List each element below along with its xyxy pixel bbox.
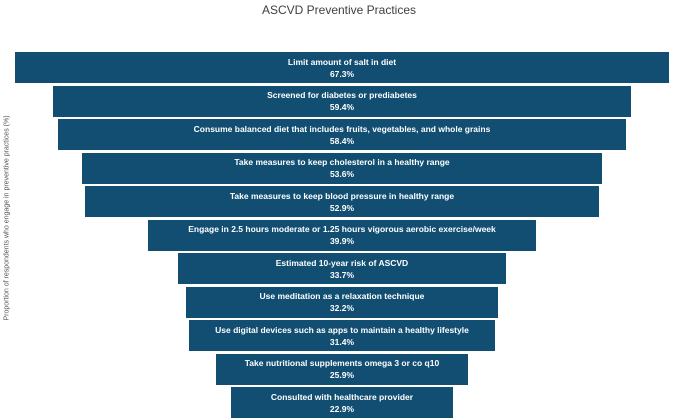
bar-value-label: 31.4% bbox=[329, 336, 355, 347]
funnel-bar bbox=[58, 119, 626, 150]
funnel-bar bbox=[216, 354, 468, 385]
bar-value-label: 67.3% bbox=[329, 68, 355, 79]
bar-value-label: 39.9% bbox=[329, 236, 355, 246]
bar-value-label: 33.7% bbox=[329, 269, 355, 280]
bar-category-label: Use digital devices such as apps to maintain a healthy lifestyle bbox=[215, 324, 469, 335]
funnel-bar bbox=[189, 320, 494, 351]
funnel-bar bbox=[53, 86, 630, 117]
bar-category-label: Take measures to keep blood pressure in healthy range bbox=[229, 190, 455, 201]
chart-title: ASCVD Preventive Practices bbox=[261, 3, 417, 17]
bar-value-label: 53.6% bbox=[329, 169, 355, 179]
y-axis-label: Proportion of respondents who engage in preventive practices (%) bbox=[3, 115, 11, 321]
bar-category-label: Take nutritional supplements omega 3 or co q10 bbox=[244, 358, 440, 368]
funnel-bar bbox=[15, 52, 669, 83]
bar-value-label: 22.9% bbox=[329, 403, 355, 414]
bar-category-label: Use meditation as a relaxation technique bbox=[259, 291, 425, 301]
bar-category-label: Estimated 10-year risk of ASCVD bbox=[275, 257, 409, 268]
bar-category-label: Screened for diabetes or prediabetes bbox=[267, 90, 417, 100]
funnel-bar bbox=[231, 387, 454, 418]
bar-value-label: 32.2% bbox=[329, 303, 355, 313]
bar-category-label: Consulted with healthcare provider bbox=[270, 391, 414, 402]
funnel-bar bbox=[178, 253, 505, 284]
bar-value-label: 59.4% bbox=[329, 102, 355, 112]
bar-category-label: Engage in 2.5 hours moderate or 1.25 hours vigorous aerobic exercise/week bbox=[188, 224, 496, 234]
funnel-bar bbox=[85, 186, 599, 217]
bar-category-label: Take measures to keep cholesterol in a healthy range bbox=[234, 157, 450, 167]
bar-category-label: Consume balanced diet that includes fruits, vegetables, and whole grains bbox=[193, 123, 491, 134]
bar-value-label: 25.9% bbox=[329, 370, 355, 380]
bar-category-label: Limit amount of salt in diet bbox=[287, 56, 397, 67]
bar-value-label: 58.4% bbox=[329, 135, 355, 146]
funnel-bar bbox=[186, 287, 499, 318]
bar-value-label: 52.9% bbox=[329, 202, 355, 213]
funnel-bar bbox=[82, 153, 603, 184]
funnel-bar bbox=[148, 220, 536, 251]
